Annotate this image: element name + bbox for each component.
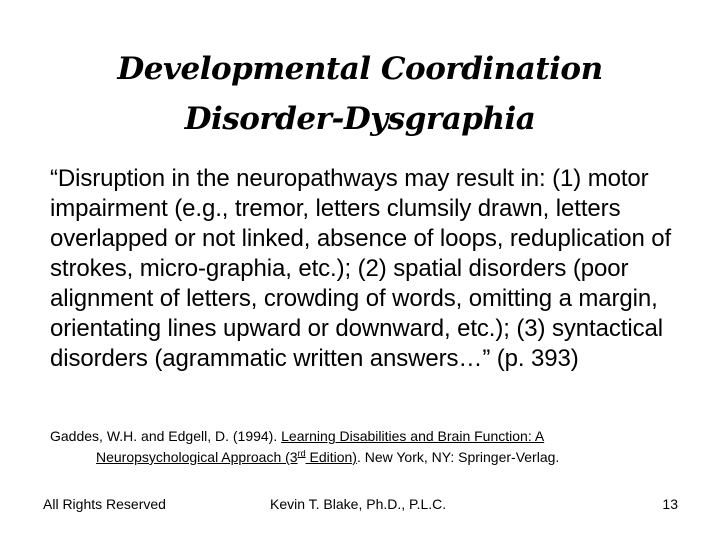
citation-second-line (50, 447, 690, 468)
slide-title (40, 44, 680, 144)
page-number: 13 (662, 496, 678, 512)
footer-author: Kevin T. Blake, Ph.D., P.L.C. (270, 496, 447, 512)
footer-rights: All Rights Reserved (43, 496, 166, 512)
quote-body: “Disruption in the neuropathways may result in: (1) motor impairment (e.g., tremor, letters clumsily drawn, letters overlapped or not linked, absence of loops, reduplication of strokes, micro-graphia, etc.); (2) spatial disorders (poor alignment of letters, crowding of words, omitting a margin, orientating lines upward or downward, etc.); (3) syntactical disorders (agrammatic written answers…” (p. 393) (50, 165, 672, 372)
citation-publisher: . New York, NY: Springer-Verlag. (356, 449, 560, 465)
citation-authors: Gaddes, W.H. and Edgell, D. (1994). (50, 428, 282, 444)
citation-edition-sup: rd (297, 448, 306, 459)
citation (50, 426, 690, 468)
title-line-1: Developmental Coordination (117, 51, 603, 87)
citation-book-title-part3: Edition) (305, 449, 357, 465)
citation-book-title-part1: Learning Disabilities and Brain Function: A (281, 428, 545, 444)
citation-book-title-part2: Neuropsychological Approach (3 (96, 449, 298, 465)
title-line-2: Disorder-Dysgraphia (184, 101, 536, 137)
